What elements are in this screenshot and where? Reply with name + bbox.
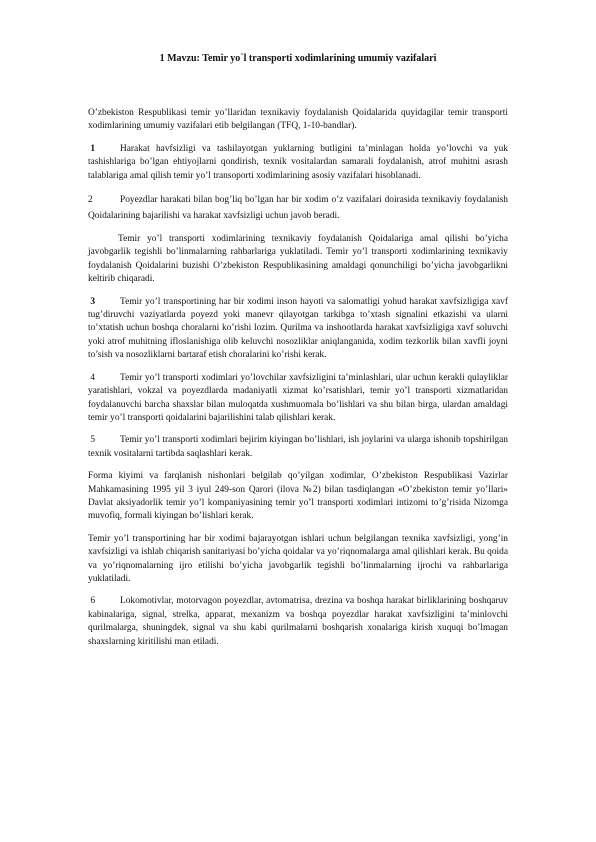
item-text: Temir yo’l transportining har bir xodimi bajarayotgan ishlari uchun belgilangan texnika xavfsizligi, yong’in xavfsizligi va ishlab chiqarish sanitariyasi bo’yicha qoidalar va yo’riqnomalarga amal qilishlari kerak. Bu qoida va yo’riqnomalarning ijro etilishi bo’yicha javobgarlik tegishli bo’linmalarning ijrochi va rahbarlariga yuklatiladi. [88, 533, 508, 584]
item-text: Harakat havfsizligi va tashilayotgan yuklarning butligini ta’minlagan holda yo’lovchi va yuk tashishlariga bo’lgan ehtiyojlarni qondirish, texnik vositalardan samarali foydalanish, atrof muhitni asrash talablariga amal qilish temir yo’l transoporti xodimlarining asosiy vazifalari hisoblanadi. [88, 143, 508, 181]
item-text: Temir yo’l transporti xodimlari yo’lovchilar xavfsizligini ta’minlashlari, ular uchun kerakli qulayliklar yaratishlari, vokzal va poyezdlarda madaniyatli xizmat ko’rsatishlari, temir yo’l transporti xizmatlaridan foydalanuvchi barcha shaxslar bilan muloqatda xushmuomala bo’lishlari va shu bilan birga, ulardan amaldagi temir yo’l transporti qoidalarini bajarilishini talab qilishlari kerak. [88, 372, 508, 423]
item-number: 3 [90, 296, 96, 307]
item-text: Temir yo’l transporti xodimlari bejirim kiyingan bo’lishlari, ish joylarini va ularga ishonib topshirilgan texnik vositalarni tartibda saqlashlari kerak. [88, 435, 508, 459]
document-page [88, 52, 508, 658]
paragraph-item-6 [88, 595, 508, 649]
paragraph-item-5 [88, 434, 508, 461]
item-text: Temir yo’l transporti xodimlarining texnikaviy foydalanish Qoidalariga amal qilishi bo’yicha javobgarlik tegishli bo’linmalarning rahbarlariga yuklatiladi. Temir yo’l transporti xodimlarining texnikaviy foydalanish Qoidalarini buzishi O’zbekiston Respublikasining amaldagi qonunchiligi bo’yicha javobgarlikni keltirib chiqaradi. [88, 234, 508, 285]
paragraph-item-4 [88, 372, 508, 426]
item-text: Temir yo’l transportining har bir xodimi inson hayoti va salomatligi yohud harakat xavfsizligiga xavf tug’diruvchi vaziyatlarda poyezd yoki manevr qilayotgan tarkibga to’xtash signalini etkazishi va ularni to’xtatish uchun boshqa choralarni ko’rishi lozim. Qurilma va inshootlarda harakat xavfsizligiga xavf soluvchi yoki atrof muhitning ifloslanishiga olib keluvchi nosozliklar aniqlanganida, xodim tezkorlik bilan xavfli joyni to’sish va nosozliklarni bartaraf etish choralarini ko’rishi kerak. [88, 296, 508, 361]
paragraph-item-1 [88, 143, 508, 183]
item-number: 6 [90, 596, 96, 607]
item-text: Lokomotivlar, motorvagon poyezdlar, avtomatrisa, drezina va boshqa harakat birliklarining boshqaruv kabinalariga, signal, strelka, apparat, mexanizm va boshqa poyezdlar harakat xavfsizligini ta’minlovchi qurilmalarga, shuningdek, signal va shu kabi qurilmalarni boshqarish xonalariga kirish xuquqi bo’lmagan shaxslarning kiritilishi man etiladi. [88, 596, 508, 647]
paragraph-item-2 [88, 192, 508, 224]
paragraph-responsibility [88, 233, 508, 287]
paragraph-safety-rules [88, 533, 508, 587]
item-number: 2 [88, 195, 93, 206]
item-number: 1 [90, 143, 96, 154]
paragraph-item-3 [88, 296, 508, 363]
page-title: 1 Mavzu: Temir yo`l transporti xodimlarining umumiy vazifalari [159, 53, 437, 64]
item-text: Forma kiyimi va farqlanish nishonlari belgilab qo’yilgan xodimlar, O’zbekiston Respublikasi Vazirlar Mahkamasining 1995 yil 3 iyul 249-son Qarori (ilova №2) bilan tasdiqlangan «O’zbekiston temir yo’llari» Davlat aksiyadorlik temir yo’l kompaniyasining temir yo’l transporti xodimlari intizomi to’g’risida Nizomga muvofiq, formali kiyingan bo’lishlari kerak. [88, 471, 508, 522]
item-number: 5 [90, 435, 96, 446]
intro-paragraph: O’zbekiston Respublikasi temir yo’llaridan texnikaviy foydalanish Qoidalarida quyidagilar temir transporti xodimlarining umumiy vazifalari etib belgilangan (TFQ, 1-10-bandlar). [88, 108, 508, 132]
paragraph-uniform [88, 470, 508, 524]
item-text: Poyezdlar harakati bilan bog’liq bo’lgan har bir xodim o’z vazifalari doirasida texnikaviy foydalanish Qoidalarining bajarilishi va harakat xavfsizligi uchun javob beradi. [88, 195, 508, 222]
item-number: 4 [90, 372, 96, 383]
